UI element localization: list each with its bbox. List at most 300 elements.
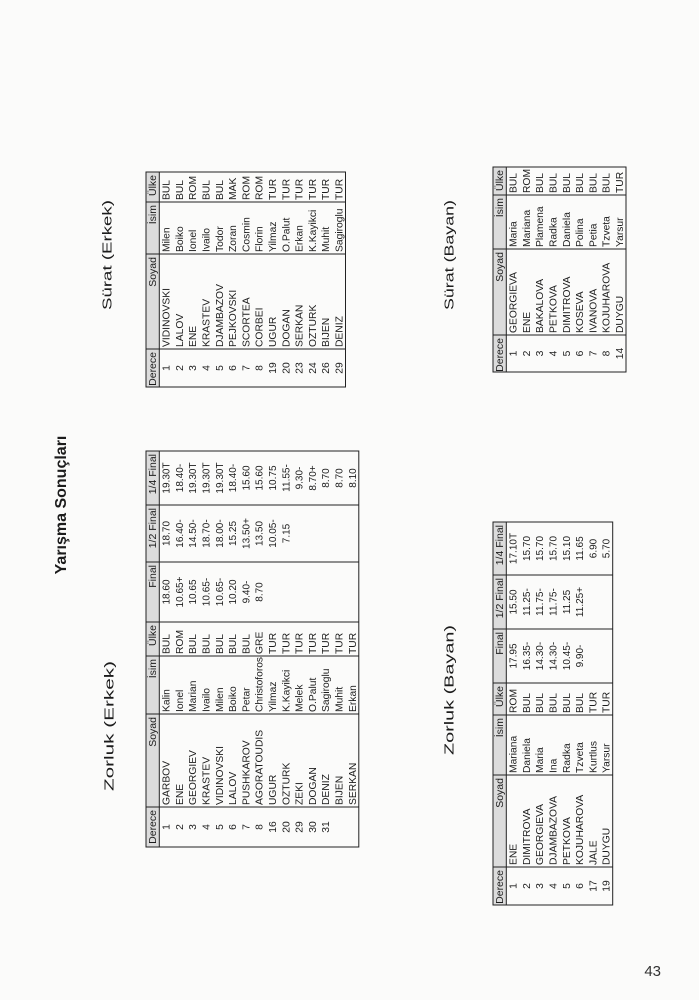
zorluk-bayan-table: [493, 522, 613, 905]
table-cell: BUL: [188, 633, 200, 654]
table-cell: 24: [307, 362, 319, 374]
table-cell: AGORATOUDIS: [254, 729, 266, 805]
table-cell: TUR: [321, 178, 333, 200]
table-cell: ENE: [521, 311, 533, 333]
table-cell: Sagiroglu: [334, 208, 346, 252]
zorluk-erkek-title: [102, 661, 116, 791]
table-cell: 3: [535, 883, 547, 889]
table-cell: Florin: [254, 226, 266, 252]
table-cell: SERKAN: [294, 304, 306, 347]
page-title: [53, 436, 70, 575]
table-cell: PEJKOVSKI: [228, 289, 240, 347]
zorluk-bayan-header-4: Final: [494, 632, 507, 655]
table-cell: BUL: [241, 633, 253, 654]
table-cell: Kurtlus: [588, 740, 600, 773]
table-cell: DOGAN: [281, 309, 293, 347]
table-cell: 6: [575, 350, 587, 357]
table-row: [295, 467, 306, 833]
table-cell: 14: [615, 347, 626, 360]
table-cell: 2: [174, 824, 186, 830]
table-row: [321, 468, 332, 833]
table-cell: ROM: [508, 688, 520, 713]
zorluk-bayan-title: [442, 625, 456, 755]
table-cell: TUR: [588, 691, 600, 713]
table-cell: 15.60: [241, 465, 253, 491]
table-cell: 10.05-: [268, 519, 279, 548]
table-cell: 5: [214, 365, 226, 371]
table-cell: Tzveta: [601, 216, 613, 247]
table-cell: 17.10T: [508, 532, 520, 565]
table-cell: ROM: [521, 168, 533, 193]
table-row: [522, 536, 533, 889]
table-cell: CORBEI: [254, 307, 266, 347]
table-cell: DENIZ: [334, 316, 346, 347]
table-cell: 10.20: [228, 579, 240, 605]
table-cell: 10.65-: [201, 577, 213, 607]
table-cell: 16: [268, 821, 279, 833]
table-cell: BUL: [601, 172, 613, 193]
table-cell: LALOV: [174, 313, 186, 347]
page-number: 43: [644, 963, 661, 980]
surat-erkek-header-3: Ülke: [147, 175, 160, 197]
table-cell: 7: [588, 350, 600, 357]
table-cell: 3: [188, 824, 200, 830]
surat-bayan-table: [493, 167, 626, 372]
table-cell: BUL: [161, 179, 173, 200]
table-cell: Erkan: [347, 685, 359, 712]
table-cell: 14.30-: [535, 641, 547, 671]
table-cell: BUL: [508, 172, 520, 193]
table-cell: DUYGU: [615, 295, 626, 333]
table-row: [535, 536, 546, 889]
table-cell: 18.70-: [201, 519, 213, 548]
table-cell: 8.70: [254, 582, 266, 602]
table-cell: 5: [561, 350, 573, 357]
table-cell: 30: [307, 821, 319, 833]
table-cell: 4: [201, 824, 213, 830]
table-cell: O.Palut: [281, 217, 293, 252]
table-cell: Maria: [535, 747, 547, 773]
table-cell: TUR: [268, 632, 279, 654]
table-cell: 9.90-: [575, 644, 587, 668]
zorluk-bayan-header-3: Ülke: [494, 686, 507, 708]
table-row: [281, 464, 292, 833]
table-cell: 10.65+: [174, 576, 186, 608]
table-cell: TUR: [268, 178, 279, 200]
table-cell: Boiko: [174, 226, 186, 252]
table-cell: 10.45-: [561, 641, 573, 671]
table-cell: DJAMBAZOVA: [548, 795, 560, 865]
table-cell: UGUR: [268, 316, 279, 347]
table-cell: 14.50-: [188, 519, 200, 548]
table-cell: BUL: [535, 692, 547, 713]
zorluk-erkek-header-4: Final: [147, 565, 160, 588]
table-row: [562, 536, 573, 889]
table-row: [295, 179, 306, 374]
table-cell: 1: [161, 824, 173, 830]
table-cell: Cosmin: [241, 217, 253, 252]
table-cell: 15.70: [548, 535, 560, 562]
table-cell: ENE: [188, 325, 200, 347]
table-cell: Ivailo: [201, 227, 213, 252]
table-cell: Yilmaz: [268, 681, 279, 712]
table-row: [188, 462, 199, 829]
zorluk-erkek-header-1: Soyad: [147, 717, 160, 747]
table-cell: 7.15: [281, 523, 293, 544]
table-row: [602, 173, 613, 357]
table-row: [335, 179, 346, 374]
table-row: [175, 180, 186, 371]
table-cell: K.Kayikci: [281, 669, 293, 712]
table-cell: 3: [188, 365, 200, 371]
table-cell: 6: [228, 365, 240, 371]
table-cell: BUL: [214, 179, 226, 200]
table-row: [308, 465, 319, 833]
table-cell: PETKOVA: [548, 285, 560, 333]
table-row: [575, 173, 586, 357]
table-cell: Erkan: [294, 225, 306, 252]
table-cell: BUL: [201, 633, 213, 654]
surat-bayan-header-1: Soyad: [494, 252, 507, 282]
table-row: [268, 465, 279, 833]
table-cell: GEORGIEVA: [535, 803, 547, 865]
table-cell: JALE: [588, 840, 600, 865]
table-cell: DIMITROVA: [521, 808, 533, 865]
zorluk-bayan-header-2: İsim: [494, 718, 507, 738]
table-cell: 9.30-: [294, 466, 306, 490]
table-cell: 11.55-: [281, 464, 293, 492]
table-cell: ZEKI: [294, 782, 306, 805]
table-cell: 9.40-: [241, 580, 253, 604]
table-cell: TUR: [615, 171, 626, 193]
table-row: [562, 173, 573, 357]
table-cell: 2: [521, 350, 533, 357]
table-row: [575, 536, 586, 889]
table-cell: BUL: [161, 633, 173, 654]
table-cell: 19.30T: [214, 462, 226, 494]
table-cell: 3: [535, 350, 547, 357]
table-cell: GEORGIEVA: [508, 271, 520, 333]
table-cell: 8.70+: [307, 465, 319, 491]
table-cell: 8.70: [334, 468, 346, 488]
table-cell: Todor: [214, 226, 226, 252]
table-cell: Milen: [161, 227, 173, 252]
table-cell: 19.30T: [201, 462, 213, 494]
table-cell: ENE: [174, 783, 186, 805]
table-cell: TUR: [307, 178, 319, 200]
table-cell: 13.50: [254, 520, 266, 547]
table-cell: TUR: [281, 178, 293, 200]
table-cell: 7: [241, 824, 253, 830]
table-cell: 10.65: [188, 579, 200, 605]
table-cell: VIDINOVSKI: [161, 288, 173, 347]
table-cell: PETKOVA: [561, 817, 573, 865]
zorluk-erkek-table: [146, 451, 359, 847]
zorluk-bayan-title-text: Zorluk (Bayan): [442, 673, 457, 755]
table-cell: 10.65-: [214, 577, 226, 607]
table-cell: DOGAN: [307, 767, 319, 805]
table-row: [588, 173, 599, 357]
table-cell: OZTURK: [307, 304, 319, 347]
table-row: [348, 468, 359, 805]
table-cell: 14.30-: [548, 641, 560, 671]
table-row: [228, 464, 239, 830]
table-cell: BUL: [575, 172, 587, 193]
table-cell: 4: [548, 883, 560, 889]
table-cell: BUL: [201, 179, 213, 200]
table-cell: Melek: [294, 684, 306, 712]
table-cell: 1: [508, 350, 520, 357]
table-cell: SCORTEA: [241, 297, 253, 347]
table-cell: 4: [548, 350, 560, 357]
table-cell: 20: [281, 362, 293, 374]
table-cell: Mariana: [508, 735, 520, 773]
table-cell: BUL: [548, 172, 560, 193]
table-row: [162, 462, 173, 829]
surat-erkek-table: [146, 172, 346, 387]
table-cell: 11.25: [561, 589, 573, 615]
table-cell: 17: [588, 880, 600, 892]
table-row: [215, 180, 226, 371]
table-row: [202, 462, 213, 829]
table-cell: 7: [241, 365, 253, 371]
table-cell: Muhit: [321, 226, 333, 252]
table-cell: KOJUHAROVA: [575, 794, 587, 865]
table-cell: Christoforos: [254, 656, 266, 712]
table-cell: 31: [321, 821, 333, 833]
table-cell: BUL: [548, 692, 560, 713]
table-cell: Yarsur: [601, 743, 613, 773]
table-cell: TUR: [294, 632, 306, 654]
page-title-text: Yarışma Sonuçları: [53, 435, 71, 575]
table-cell: Mariana: [521, 209, 533, 247]
table-cell: BUL: [561, 692, 573, 713]
table-row: [268, 179, 279, 374]
surat-erkek-header-1: Soyad: [147, 257, 160, 287]
table-row: [335, 468, 346, 805]
table-cell: 8: [254, 365, 266, 371]
table-cell: Daniela: [561, 212, 573, 247]
zorluk-erkek-header-6: 1/4 Final: [147, 454, 160, 495]
surat-erkek-title: [100, 200, 114, 310]
table-cell: 29: [334, 362, 346, 374]
table-cell: BUL: [228, 633, 240, 654]
zorluk-bayan-header-6: 1/4 Final: [494, 525, 507, 566]
table-cell: SERKAN: [347, 762, 359, 805]
table-cell: 11.25-: [521, 588, 533, 616]
table-cell: 18.00-: [214, 519, 226, 548]
table-row: [509, 173, 520, 357]
table-cell: 15.25: [228, 520, 240, 547]
table-row: [255, 176, 266, 371]
table-cell: TUR: [334, 632, 346, 654]
table-cell: 5.70: [601, 538, 613, 559]
table-cell: OZTURK: [281, 762, 293, 805]
table-cell: 8: [254, 824, 266, 830]
surat-bayan-title: [442, 200, 456, 310]
table-cell: BUL: [214, 633, 226, 654]
table-cell: 19.30T: [161, 462, 173, 494]
table-row: [241, 176, 252, 371]
table-cell: DJAMBAZOV: [214, 284, 226, 347]
table-cell: Daniela: [521, 738, 533, 773]
table-cell: Zoran: [228, 225, 240, 252]
table-row: [522, 169, 533, 356]
table-cell: 2: [174, 365, 186, 371]
table-cell: VIDINOVSKI: [214, 746, 226, 805]
table-cell: 11.65: [575, 536, 587, 561]
table-cell: GEORGIEV: [188, 750, 200, 805]
table-row: [281, 179, 292, 374]
table-cell: 4: [201, 365, 213, 371]
table-cell: 6.90: [588, 538, 600, 559]
table-cell: BIJEN: [334, 775, 346, 805]
table-cell: 16.35-: [521, 641, 533, 671]
table-cell: UGUR: [268, 774, 279, 805]
table-cell: 18.60: [161, 579, 173, 605]
surat-erkek-header-0: Derece: [147, 352, 160, 386]
table-cell: Muhit: [334, 686, 346, 712]
table-cell: Kalin: [161, 689, 173, 712]
table-cell: ROM: [254, 175, 266, 200]
table-cell: 15.60: [254, 465, 266, 491]
table-cell: Polina: [575, 218, 587, 247]
table-border: [146, 172, 346, 387]
table-cell: PUSHKAROV: [241, 740, 253, 805]
table-cell: 13.50+: [241, 518, 253, 549]
table-cell: 16.40-: [174, 519, 186, 548]
table-row: [175, 464, 186, 830]
table-cell: KOSEVA: [575, 291, 587, 333]
tables-layer: [100, 167, 626, 905]
table-row: [615, 172, 626, 359]
table-cell: IVANOVA: [588, 288, 600, 333]
table-cell: 10.75: [268, 465, 279, 491]
surat-bayan-title-text: Sürat (Bayan): [442, 232, 457, 310]
table-cell: 15.10: [561, 535, 573, 562]
table-cell: 8.70: [321, 468, 333, 488]
table-cell: BUL: [588, 172, 600, 193]
table-row: [308, 179, 319, 374]
table-cell: 18.40-: [228, 463, 240, 493]
table-cell: TUR: [321, 632, 333, 654]
table-cell: BUL: [575, 692, 587, 713]
table-cell: DIMITROVA: [561, 276, 573, 333]
zorluk-bayan-header-0: Derece: [494, 870, 507, 904]
table-cell: TUR: [601, 691, 613, 713]
table-cell: 19: [601, 880, 613, 892]
table-cell: 19.30T: [188, 462, 200, 494]
table-cell: Petia: [588, 223, 600, 247]
table-cell: Radka: [561, 743, 573, 773]
table-cell: ROM: [188, 175, 200, 200]
table-cell: BAKALOVA: [535, 278, 547, 333]
table-cell: TUR: [294, 178, 306, 200]
table-row: [228, 178, 239, 371]
table-cell: 23: [294, 362, 306, 374]
table-cell: Ionel: [188, 229, 200, 252]
surat-erkek-header-2: İsim: [147, 205, 160, 225]
table-cell: Ina: [548, 758, 560, 773]
table-cell: MAK: [228, 177, 240, 200]
zorluk-erkek-header-2: İsim: [147, 659, 160, 679]
table-cell: Marian: [188, 680, 200, 712]
table-cell: 11.75-: [535, 588, 547, 616]
table-cell: KRASTEV: [201, 756, 213, 805]
table-cell: Boiko: [228, 686, 240, 712]
surat-bayan-header-0: Derece: [494, 338, 507, 372]
table-cell: DUYGU: [601, 827, 613, 865]
table-cell: TUR: [347, 632, 359, 654]
table-cell: TUR: [307, 632, 319, 654]
table-cell: DENIZ: [321, 774, 333, 805]
table-cell: BUL: [561, 172, 573, 193]
table-cell: Tzveta: [575, 742, 587, 773]
table-cell: ROM: [174, 629, 186, 654]
table-cell: 8: [601, 350, 613, 357]
table-cell: 2: [521, 883, 533, 889]
table-cell: 11.75-: [548, 588, 560, 616]
table-cell: BUL: [174, 179, 186, 200]
table-cell: 29: [294, 821, 306, 833]
surat-bayan-header-2: İsim: [494, 198, 507, 218]
table-cell: 5: [561, 883, 573, 889]
table-row: [321, 179, 332, 374]
table-cell: 26: [321, 362, 333, 374]
table-cell: 15.70: [521, 535, 533, 562]
table-row: [188, 176, 199, 371]
table-row: [509, 533, 520, 889]
table-cell: 15.50: [508, 589, 520, 615]
table-cell: 6: [575, 883, 587, 889]
table-row: [241, 465, 252, 830]
zorluk-erkek-header-3: Ülke: [147, 625, 160, 647]
table-cell: 1: [508, 883, 520, 889]
table-cell: Plamena: [535, 206, 547, 247]
table-row: [202, 180, 213, 371]
table-cell: BIJEN: [321, 317, 333, 347]
table-cell: TUR: [281, 632, 293, 654]
table-cell: Ionel: [174, 689, 186, 712]
table-cell: 20: [281, 821, 293, 833]
table-cell: Sagiroglu: [321, 668, 333, 712]
surat-erkek-title-text: Sürat (Erkek): [100, 236, 115, 310]
table-cell: BUL: [535, 172, 547, 193]
table-row: [549, 173, 560, 357]
table-cell: 6: [228, 824, 240, 830]
table-cell: 1: [161, 365, 173, 371]
table-cell: 18.40-: [174, 463, 186, 493]
table-cell: LALOV: [228, 771, 240, 805]
zorluk-bayan-header-1: Soyad: [494, 778, 507, 808]
table-cell: TUR: [334, 178, 346, 200]
zorluk-bayan-header-5: 1/2 Final: [494, 578, 507, 619]
table-row: [255, 465, 266, 830]
table-cell: K.Kayikci: [307, 209, 319, 252]
table-row: [535, 173, 546, 357]
table-cell: KOJUHAROVA: [601, 262, 613, 333]
table-row: [549, 536, 560, 889]
table-cell: Petar: [241, 687, 253, 712]
table-cell: Radka: [548, 217, 560, 247]
table-cell: 11.25+: [575, 586, 587, 618]
table-cell: ROM: [241, 175, 253, 200]
table-cell: O.Palut: [307, 677, 319, 712]
table-cell: Milen: [214, 687, 226, 712]
zorluk-erkek-header-0: Derece: [147, 810, 160, 844]
table-cell: BUL: [521, 692, 533, 713]
table-cell: GARBOV: [161, 760, 173, 805]
